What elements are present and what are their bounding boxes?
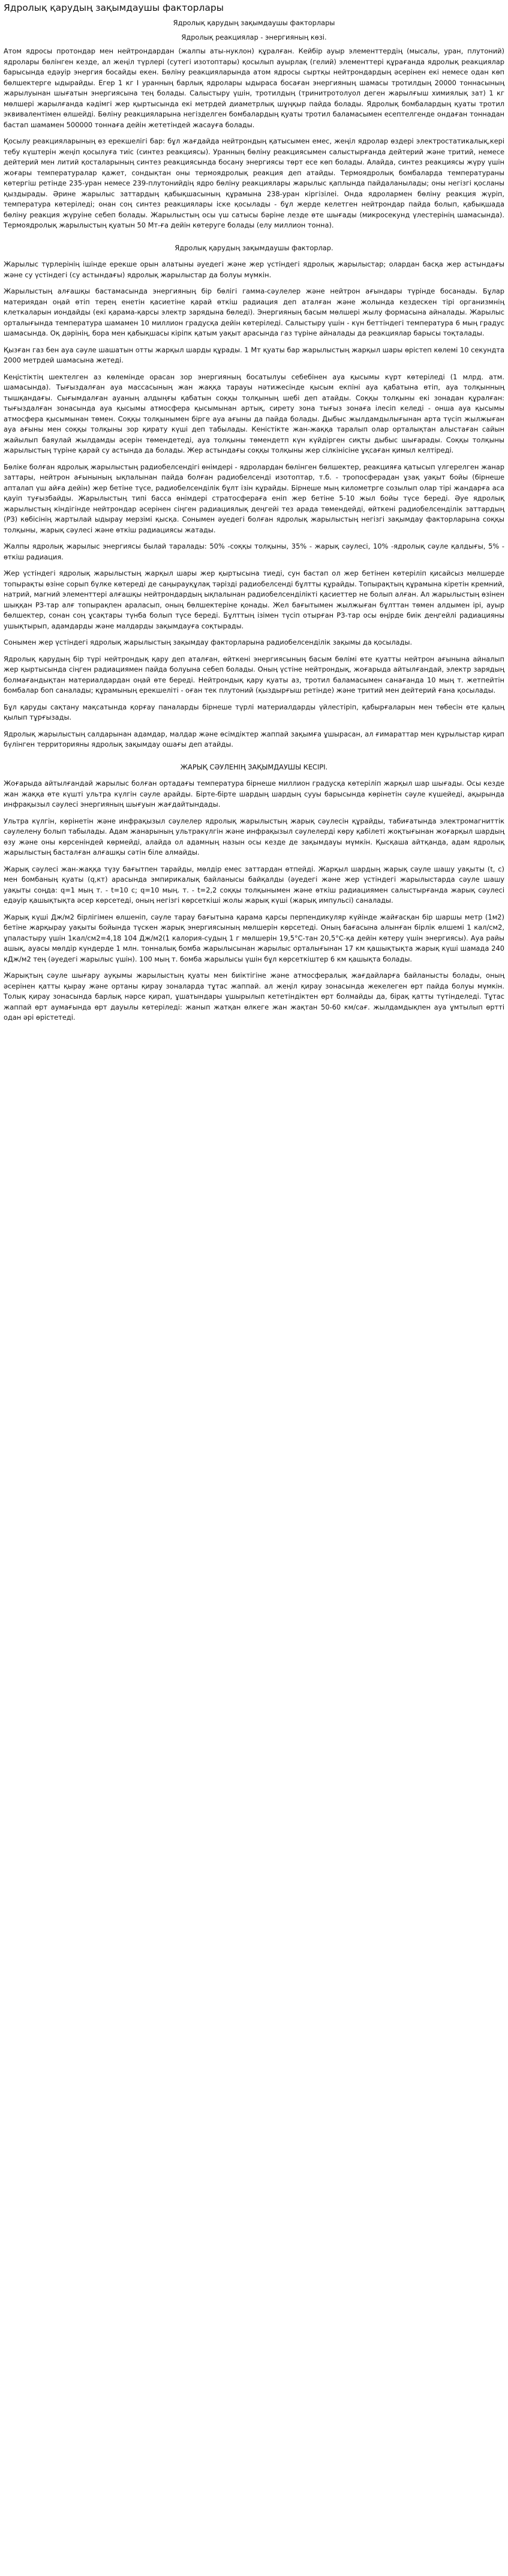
paragraph: Жарық сәулесі жан-жаққа түзу бағытпен тарайды, мөлдір емес заттардан өтпейді. Жарқыл шардың жарық сәуле шашу уақыты (t, c) мен бомбаның қуаты (q,кт) арасында эмпирикалық байланысы байқалды (әуедегі және жер үстіндегі жарылыстарда сәуле шашу уақыты соңда: q=1 мың т. - t=10 c; q=10 мың. т. - t=2,2 соққы толқынымен және өткіш радиациямен салыстырғанда жарық сәулесі едәуір қашықтықта әсер көрсетеді, оның негізгі көрсеткіші жолы жарық күші (жарық импульсі) саналады.	[4, 864, 504, 904]
paragraph: Қосылу реакцияларының өз ерекшелігі бар: бұл жағдайда нейтрондың қатысымен емес, жеңіл ядролар өздері электростатикалық,кері тебу күштерін жеңіп қосылуға тиіс (синтез реакциясы). Уранның бөліну реакциясымен салыстырғанда дейтерий және тритий, немесе дейтерий мен литий қосталарының синтез реакциясында босану энергиясы төрт есе көп болады. Алайда, синтез реакциясы жүру үшін жоғары температуралар қажет, сондықтан оны термоядролық реакция деп атайды. Термоядролық бомбаларда температураны көтергіш ретінде 235-уран немесе 239-плутонийдің ядро бөліну реакциялары жарылыс қаплында пайдаланылады; оны негізгі қосланы қыздырады. Әрине жарылыс заттардың қабықшасының құрамына 238-уран кіргізілеі. Онда ядролармен бөліну реакция жүріп, температура көтеріледі; онан соң синтез реакциялары іске қосылады - бұл жерде келетген нейтрондар пайда болып, қабықшада бөліну реакция жүруіне себеп болады. Жарылыстың осы үш сатысы бәріне лезде өте шығады (микросекунд үлестерінің шамасында). Термоядролық жарылыстың қуатын 50 Мт-ға дейін көтеруге болады (елу миллион тонна).	[4, 137, 504, 229]
document-page	[0, 1, 508, 1041]
section-heading-damage-factors: Ядролық қарудың зақымдаушы факторлар.	[175, 243, 333, 252]
paragraph: Ультра күлгін, көрінетін және инфрақызыл сәулелер ядролық жарылыстың жарық сәулесін құрайды, табиғатында электромагниттік сәулелену болып табылады. Адам жанарының ультракүлгін және инфрақызыл сәулелерді көру қабілеті жоқтығынан жоғарқыл шардың өзу және оны көрсеніндей көрмейді, алайда ол адамның назын осы кезде де зақымдауы мүмкін. Қысқаша айтқанда, адам ядролық жарылыстың басталған алғашқы сәтін біле алмайды.	[4, 816, 504, 856]
paragraph: Сонымен жер үстіндегі ядролық жарылыстың зақымдау факторларына радиобелсенділік зақымы да қосылады.	[4, 638, 413, 646]
paragraph: Жарық күші Дж/м2 бірлігімен өлшеніп, сәуле тарау бағытына қарама қарсы перпендикуляр күйінде жайғасқан бір шаршы метр (1м2) бетіне жарқырау уақыты бойында түскен жарық энергиясының мөлшерін көрсетеді. Оның бағасына алынған бірлік өлшемі 1 кал/см2, ұпаластыру үшін 1кал/см2=4,18 104 Дж/м2(1 калория-судың 1 г мөлшерін 19,5°С-тан 20,5°С-қа дейін көтеру үшін энергиясы). Ауа райы ашық, ауасы мөлдір күндерде 1 млн. тонналық бомба жарылысынан жарылыс орталығынан 17 км қашықтықта жарық күші шамада 240 кДж/м2 тең (әуедегі жарылыс үшін). 100 мың т. бомба жарылысы үшін бұл көрсеткіштер 6 км қашықта болады.	[4, 912, 504, 963]
paragraph: Ядролық жарылыстың салдарынан адамдар, малдар және өсімдіктер жаппай зақымға ұшырасан, ал ғимараттар мен құрылыстар қирап бүлінген территорияны ядролық зақымдау ошағы деп атайды.	[4, 729, 504, 748]
paragraph: Қызған газ бен ауа сәуле шашатын отты жарқыл шарды құрады. 1 Мт қуаты бар жарылыстың жарқыл шары өрістеп көлемі 10 секундта 2000 метрдей шамасына жетеді.	[4, 345, 504, 364]
paragraph: Жарылыс түрлерінің ішінде ерекше орын алатыны әуедегі және жер үстіндегі ядролық жарылыстар; олардан басқа жер астындағы және су үстіндегі (су астындағы) ядролық жарылыстар да болуы мүмкін.	[4, 260, 504, 279]
paragraph: Жалпы ядролық жарылыс энергиясы былай таралады: 50% -соққы толқыны, 35% - жарық сәулесі, 10% -ядролық сәуле қалдығы, 5% - өткіш радиация.	[4, 542, 504, 561]
paragraph: Жоғарыда айтылғандай жарылыс болған ортадағы температура бірнеше миллион градусқа көтеріліп жарқыл шар шығады. Осы кезде жан жаққа өте күшті ультра күлгін сәуле арайды. Бірте-бірте шардың шардың сууы барысында көрінетін сәуле күшейеді, ақырында инфрақызыл сәулесі энергияның шығуын жағдайтындады.	[4, 779, 504, 808]
paragraph: Жарықтың сәуле шығару ауқымы жарылыстың қуаты мен биіктігіне және атмосфералық жағдайларға байланысты болады, оның әсерінен қатты қырау және ортаны қирау зоналарда тұтас жаппай. ал жеңіл қирау зонасында жекелеген өрт пайда болуы мүмкін. Толық қирау зонасында барлық нәрсе қирап, ұшатындары ұшырылып кететіндіктен өрт болмайды да, бірақ қатты түтінделеді. Тұтас жаппай өрт аумағында өрт дауылы көтеріледі: жанып жатқан өлкеге жан жақтан 50-60 км/сағ. жылдамдықпен ауа ұмтылып өртті одан әрі өрістетеді.	[4, 971, 504, 1022]
section-energy-source	[4, 46, 504, 231]
paragraph: Бұл қаруды сақтану мақсатында қорғау паналарды бірнеше түрлі материалдарды үйлестіріп, қабырғаларын мен төбесін өте қалың қылып тұрғызады.	[4, 702, 504, 721]
paragraph: Атом ядросы протондар мен нейтрондардан (жалпы аты-нуклон) құралған. Кейбір ауыр элементтердің (мысалы, уран, плутоний) ядролары бөлінген кезде, ал жеңіл түрлері (сутегі изотоптары) қосылып ауырлақ (гелий) элементтері құрағанда ядролық реакциялар барысында едәуір энергия босайды екен. Бөліну реакцияларында атом ядросы сыртқы нейтрондардың әсерінен екі немесе одан көп бөлшектерге ыдырайды. Егер 1 кг I уранның барлық ядролары ыдыраса босаған энергияның шамасы тротилдың 20000 тоннасының жарылуынан шығатын энергиясына тең болады. Салыстыру үшін, тротилдың (тринитротолуол деген жарылғыш химиялық зат) 1 кг мөлшері жарылғанда кәдімгі жер қыртысында екі метрдей диаметрлық шұңқыр пайда болады. Ядролық бомбалардың қуаты тротил эквивалентімен өлшейді. Бөліну реакцияларына негізделген бомбалардың қуаты тротил баламасымен есептелгенде ондаған тоннадан бастап шамамен 500000 тоннаға дейін жететіндей жасауға болады.	[4, 47, 504, 129]
document-title: Ядролық қарудың зақымдаушы факторлары	[4, 2, 224, 13]
section-heading-light-radiation: ЖАРЫҚ СӘУЛЕНІҢ ЗАҚЫМДАУШЫ КЕСІРІ.	[180, 762, 328, 771]
paragraph: Жарылыстың алғашқы бастамасында энергияның бір бөлігі гамма-сәулелер және нейтрон ағындары түрінде босанады. Бұлар материядан оңай өтіп терең енетін қасиетіне қарай өткіш радиация деп аталған және жолында кездескен тірі организмнің клеткаларын иондайды (екі қарама-қарсы электр зарядына бөледі). Энергияның басым мөлшері жылу формасына айналады. Жарылыс орталығында температура шамамен 10 миллион градусқа дейін көтеріледі. Салыстыру үшін - күн беттіндегі температура 6 мың градус шамасында. Оқ дәрінің, бора мен қабықшасы кіріпк қатым уақыт арасында газ түріне айналады да реакциялар барысы тоқталады.	[4, 287, 504, 337]
document-subtitle: Ядролық қарудың зақымдаушы факторлары	[173, 19, 335, 27]
section-light-radiation	[4, 778, 504, 1023]
paragraph: Бөлiке болған ядролық жарылыстың радиобелсендігі өнімдері - ядролардан бөлінген бөлшектер, реакцияға қатысып үлгерелген жанар заттары, нейтрон ағынының ықпалынан пайда болған радиобелсенді изотоптар, т.б. - тропосферадан ұзақ уақыт бойы (бірнеше апталап үш айға дейін) жер бетіне түсе, радиобелсенділік бұлт ізін құрайды. Бірнеше мың километрге созылып олар тірі жандарға аса қауіп туғызбайды. Жарылыстың типі басса өнімдері стратосфераға еніп жер бетіне 5-10 жыл бойы түсе береді. Әуе ядролық жарылыстың кіндігінде нейтрондар әсерінен сіңген радиациялық деңгейі тез арада төмендейді, өйткені радиобелсенділік заттардың (РЗ) көбісінің жартылай ыдырау мерзімі қысқа. Сонымен әуедегі болған ядролық жарылыстың негізгі зақымдау факторларына соққы толқыны, жарық сәулесі және өткіш радиациясы жатады.	[4, 462, 504, 534]
paragraph: Ядролық қарудың бір түрі нейтрондық қару деп аталған, өйткені энергиясының басым бөлімі өте қуатты нейтрон ағынына айналып жер қыртысында сіңген радиациямен пайда болуына себеп болады. Оның үстіне нейтрондық, жоғарыда айтылғандай, электр зарядың болмағандықтан материалдардан оңай өте береді. Нейтрондық қару қуаты аз, тротил баламасымен санағанда 10 мың т. жетпейтін бомбалар боп саналады; құрамының ерекшеліті - оған тек плутоний (қыздырғыш ретінде) және тритий мен дейтерий ғана қосылады.	[4, 654, 504, 694]
paragraph: Жер үстіндегі ядролық жарылыстың жарқыл шары жер қыртысына тиеді, сун бастап ол жер бетінен көтеріліп қисайсыз мөлшерде топырақты өзіне сорып бүлке көтереді де саңырауқұлақ тәрізді радиобелсенді бұлтты құрайды. Топырақтың құрамына кіретін кремний, натрий, магний элементтері алғашқы нейтрондардың ықпалынан радиобелсенділікті қасиеттер не болып алған. Ал жарылыстың өзінен шыққан РЗ-тар алғ топырақпен араласып, оның бөлшектеріне қонады. Жел бағытымен жылжыған бұлттан төмен алдымен ірі, ауыр бөлшектер, сонан соң ұсақтары түнба болып түсе береді. Бұлттың ізімен түсіп отырған РЗ-тар осы өңірде биік деңгейлі радиацияны ушықтырып, адамдарды және малдарды зақымдауға соқтырады.	[4, 569, 504, 630]
section-damage-factors	[4, 259, 504, 750]
paragraph: Кеңістіктің шектелген аз көлемінде орасан зор энергияның босатылуы себебінен ауа қысымы күрт көтеріледі (1 млрд. атм. шамасында). Тығыздалған ауа массасының жан жаққа тарауы нәтижесінде қысым екпіні ауа қабатына өтіп, ауа толқынның тышқандағы. Сығымдалған ауаның алдыңғы қабатын соққы толқының шебі деп атайды. Соққы толқыны екі зонадан құралған: тығыздалған зонасында ауа қысымы атмосфера қысымынан артық, сирету зона тығыз зонаға ілесіп келеді - онша ауа қысымы атмосфера қысымынан төмен. Соққы толқынымен бірге ауа ағыны да пайда болады. Дыбыс жылдамдылығынан арта түсіп жылжыған ауа ағыны мен соққы толқыны зор қирату күші деп табылады. Кеністікте жан-жаққа таралып олар орталықтан алыстаған сайын жайылып баяулай жылдамды әсерін төмендетеді, ауа толқыны төмендетп күн күйдірген сиқты дыбыс шығарады. Соққы толқыны жарылыстың түріне қарай су астында да болады. Жер астындағы соққы толқыны жер сілкінісіне ұқсаған қимыл келтіреді.	[4, 372, 504, 454]
section-subheading: Ядролық реакциялар - энергияның көзі.	[181, 32, 327, 41]
